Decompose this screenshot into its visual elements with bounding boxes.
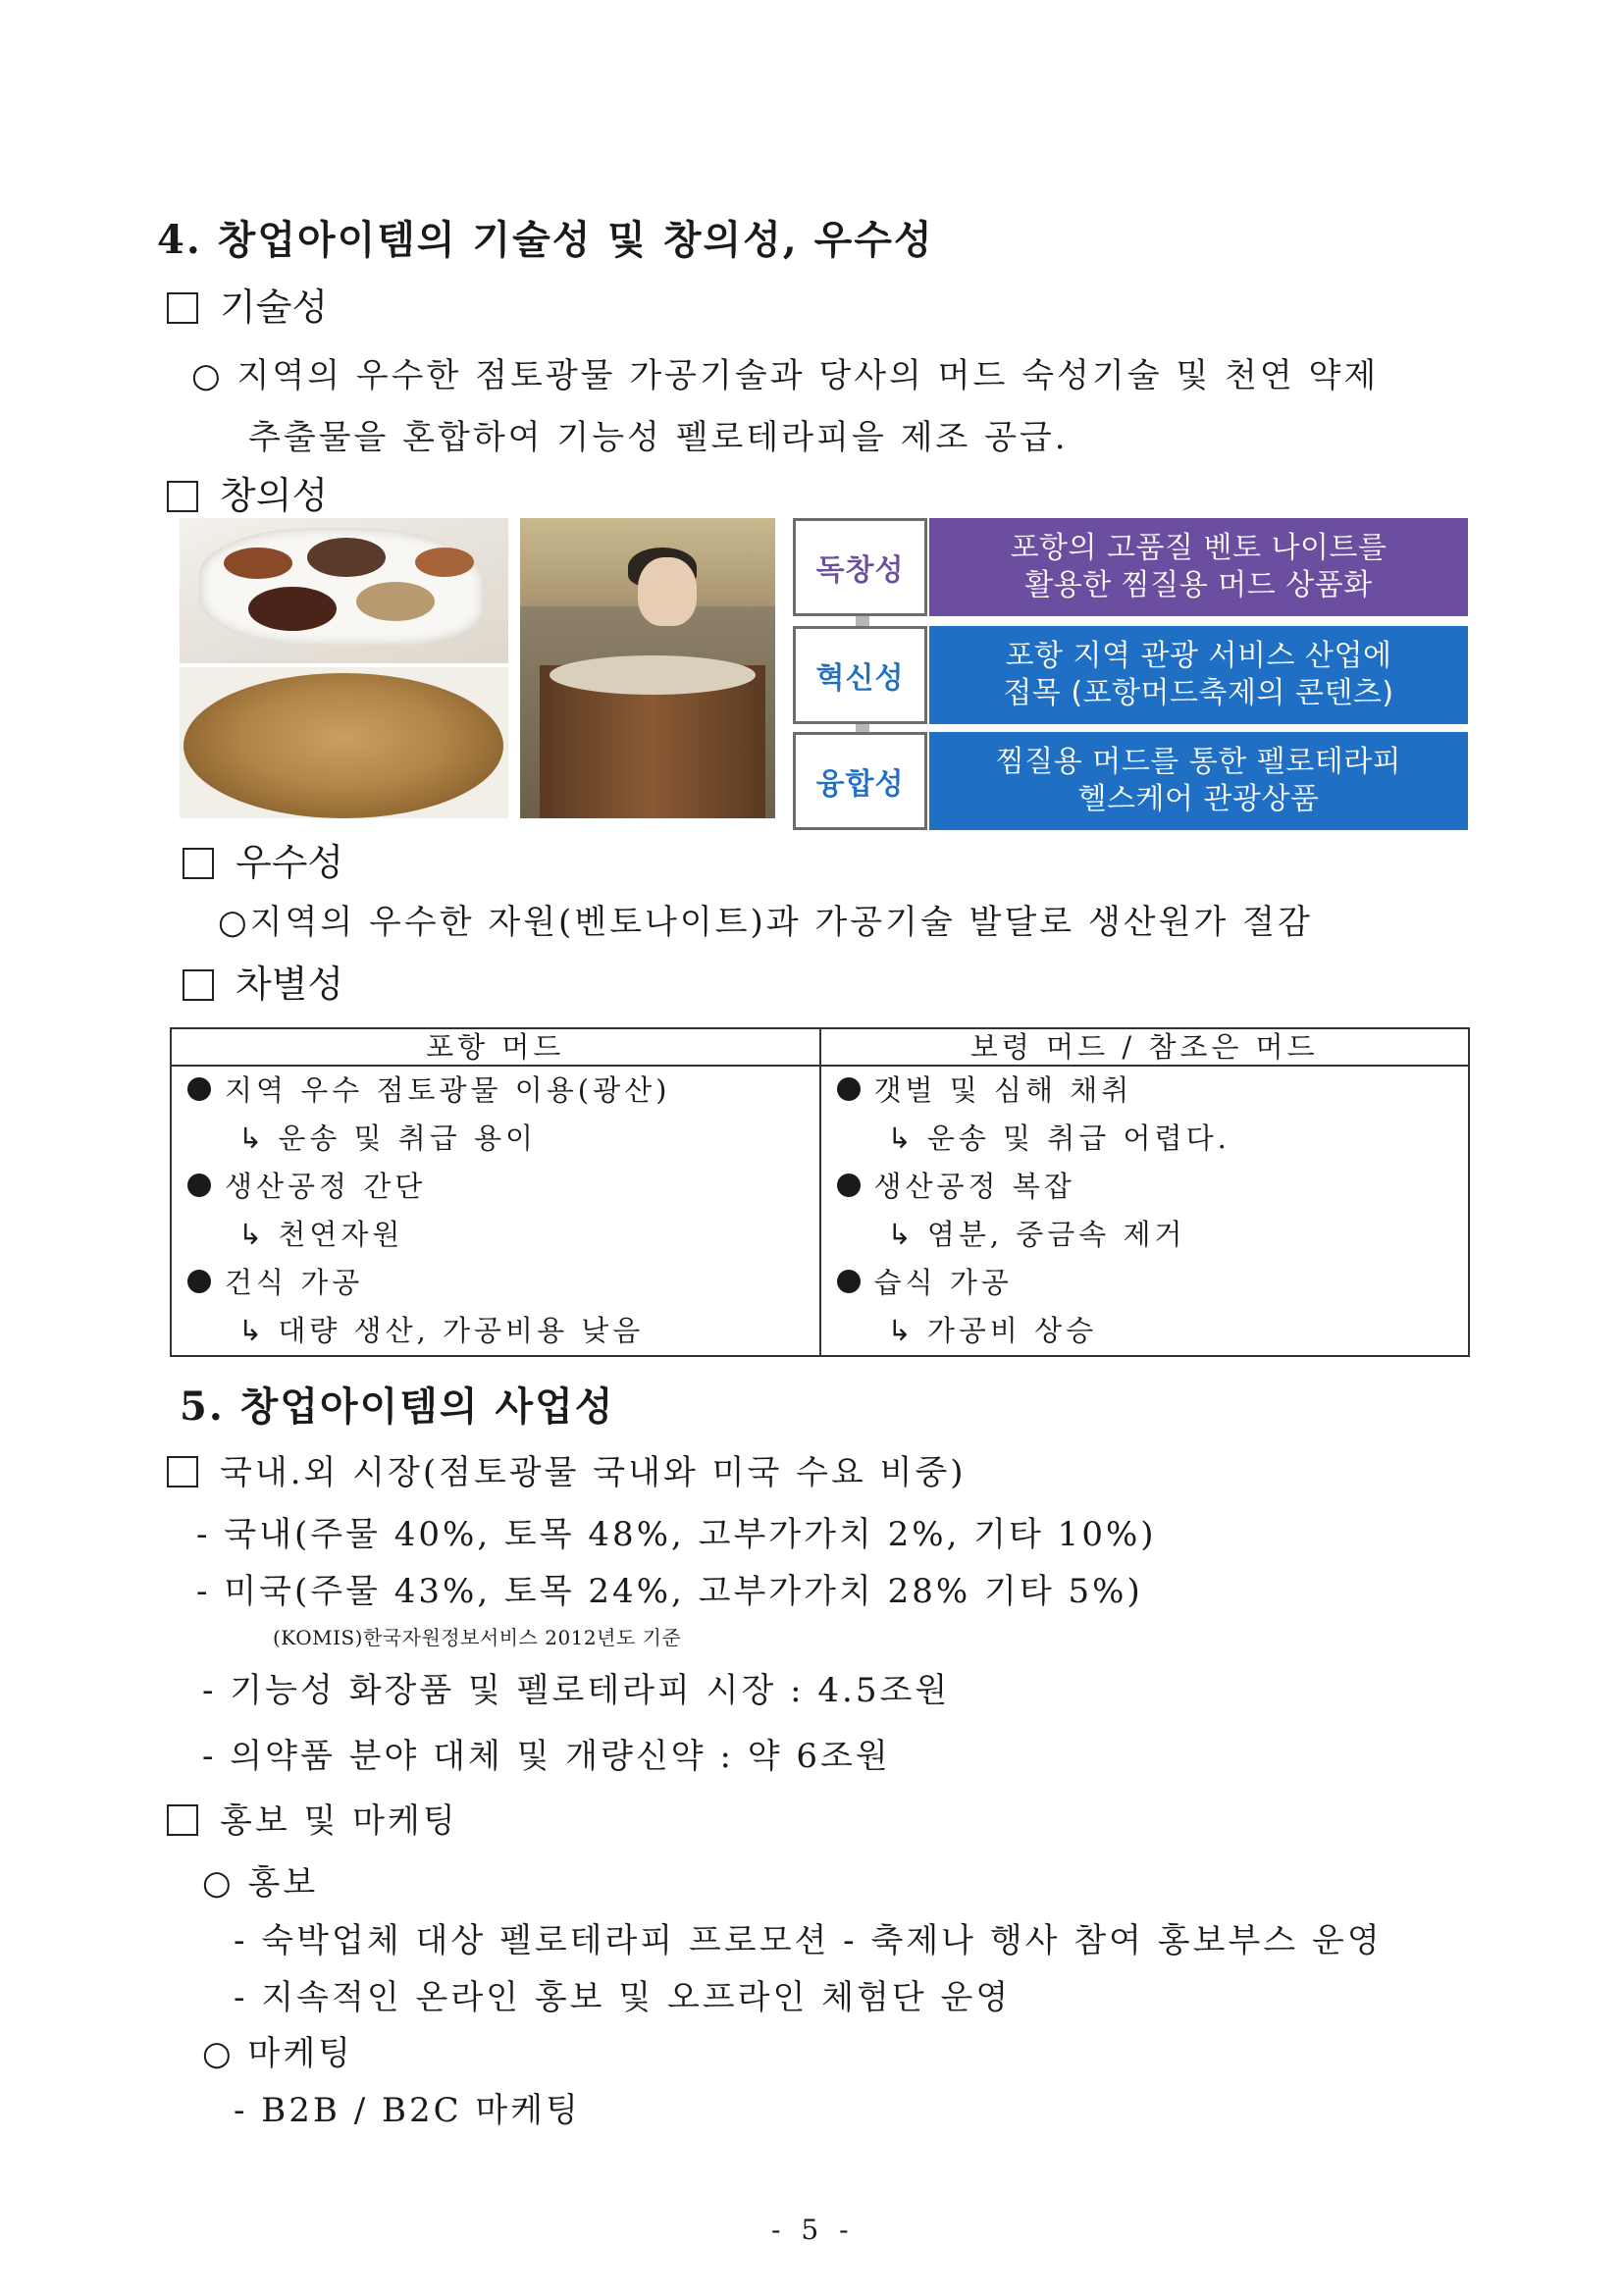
market-title: 국내.외 시장(점토광물 국내와 미국 수요 비중) bbox=[220, 1453, 967, 1492]
tech-line-2: 추출물을 혼합하여 기능성 펠로테라피을 제조 공급. bbox=[248, 418, 1069, 457]
table-header-boryeong: 보령 머드 / 참조은 머드 bbox=[820, 1028, 1470, 1066]
bullet-icon bbox=[187, 1077, 211, 1101]
differentiation-subheading bbox=[183, 954, 343, 1008]
checkbox-icon bbox=[183, 969, 214, 1001]
diagram-text: 포항 지역 관광 서비스 산업에 접목 (포항머드축제의 콘텐츠) bbox=[929, 626, 1468, 724]
diagram-row-originality bbox=[793, 518, 1468, 616]
list-item: 건식 가공 bbox=[172, 1259, 819, 1307]
excellence-subheading bbox=[183, 832, 343, 886]
diagram-label: 융합성 bbox=[793, 732, 927, 830]
tech-title: 기술성 bbox=[220, 286, 329, 329]
section4-heading: 4. 창업아이템의 기술성 및 창의성, 우수성 bbox=[157, 217, 934, 263]
checkbox-icon bbox=[167, 292, 198, 324]
promo-head: ○ 홍보 bbox=[202, 1863, 319, 1903]
list-subitem: ↳ 운송 및 취급 어렵다. bbox=[887, 1122, 1230, 1155]
promo-line-2: - 지속적인 온라인 홍보 및 오프라인 체험단 운영 bbox=[234, 1978, 1012, 2017]
return-arrow-icon: ↳ bbox=[887, 1218, 916, 1251]
diagram-row-innovation bbox=[793, 626, 1468, 724]
checkbox-icon bbox=[167, 1456, 198, 1487]
return-arrow-icon: ↳ bbox=[238, 1122, 267, 1155]
market-domestic: - 국내(주물 40%, 토목 48%, 고부가가치 2%, 기타 10%) bbox=[196, 1515, 1157, 1554]
bullet-icon bbox=[837, 1174, 861, 1197]
market-subheading bbox=[167, 1445, 967, 1493]
list-item: 지역 우수 점토광물 이용(광산) bbox=[172, 1067, 819, 1115]
excellence-title: 우수성 bbox=[236, 841, 344, 884]
creativity-title: 창의성 bbox=[220, 474, 329, 517]
page-number: - 5 - bbox=[771, 2214, 855, 2246]
list-subitem: ↳ 천연자원 bbox=[238, 1218, 404, 1251]
diagram-row-convergence bbox=[793, 732, 1468, 830]
diagram-label: 독창성 bbox=[793, 518, 927, 616]
list-item: 갯벌 및 심해 채취 bbox=[821, 1067, 1469, 1115]
return-arrow-icon: ↳ bbox=[238, 1218, 267, 1251]
list-subitem: ↳ 가공비 상승 bbox=[887, 1314, 1098, 1347]
bullet-icon bbox=[837, 1077, 861, 1101]
tech-subheading bbox=[167, 277, 328, 331]
table-cell-boryeong bbox=[820, 1066, 1470, 1356]
list-item: 습식 가공 bbox=[821, 1259, 1469, 1307]
checkbox-icon bbox=[167, 1804, 198, 1836]
list-item: 생산공정 간단 bbox=[172, 1163, 819, 1211]
mud-bowl-image bbox=[180, 667, 508, 818]
return-arrow-icon: ↳ bbox=[887, 1314, 916, 1347]
list-item: 생산공정 복잡 bbox=[821, 1163, 1469, 1211]
diagram-text: 찜질용 머드를 통한 펠로테라피 헬스케어 관광상품 bbox=[929, 732, 1468, 830]
table-header-pohang: 포항 머드 bbox=[171, 1028, 820, 1066]
mud-bath-image bbox=[520, 518, 775, 818]
marketing-line: - B2B / B2C 마케팅 bbox=[234, 2091, 581, 2130]
return-arrow-icon: ↳ bbox=[238, 1314, 267, 1347]
diagram-label: 혁신성 bbox=[793, 626, 927, 724]
bullet-icon bbox=[187, 1270, 211, 1293]
marketing-head: ○ 마케팅 bbox=[202, 2034, 354, 2073]
herbal-ingredients-image bbox=[180, 518, 508, 663]
list-subitem: ↳ 운송 및 취급 용이 bbox=[238, 1122, 538, 1155]
comparison-table bbox=[170, 1027, 1470, 1357]
diagram-text: 포항의 고품질 벤토 나이트를 활용한 찜질용 머드 상품화 bbox=[929, 518, 1468, 616]
return-arrow-icon: ↳ bbox=[887, 1122, 916, 1155]
differentiation-title: 차별성 bbox=[236, 963, 344, 1006]
creativity-subheading bbox=[167, 465, 328, 519]
excellence-line: ○지역의 우수한 자원(벤토나이트)과 가공기술 발달로 생산원가 절감 bbox=[218, 903, 1313, 942]
checkbox-icon bbox=[183, 848, 214, 879]
table-cell-pohang bbox=[171, 1066, 820, 1356]
tech-line-1: ○ 지역의 우수한 점토광물 가공기술과 당사의 머드 숙성기술 및 천연 약제 bbox=[191, 356, 1380, 395]
bullet-icon bbox=[837, 1270, 861, 1293]
list-subitem: ↳ 염분, 중금속 제거 bbox=[887, 1218, 1186, 1251]
market-us: - 미국(주물 43%, 토목 24%, 고부가가치 28% 기타 5%) bbox=[196, 1572, 1143, 1611]
promo-line-1: - 숙박업체 대상 펠로테라피 프로모션 - 축제나 행사 참여 홍보부스 운영 bbox=[234, 1921, 1383, 1960]
checkbox-icon bbox=[167, 481, 198, 512]
market-source: (KOMIS)한국자원정보서비스 2012년도 기준 bbox=[273, 1626, 682, 1649]
list-subitem: ↳ 대량 생산, 가공비용 낮음 bbox=[238, 1314, 645, 1347]
market-cosmetics: - 기능성 화장품 및 펠로테라피 시장 : 4.5조원 bbox=[202, 1671, 951, 1710]
market-pharma: - 의약품 분야 대체 및 개량신약 : 약 6조원 bbox=[202, 1737, 891, 1776]
bullet-icon bbox=[187, 1174, 211, 1197]
promo-title: 홍보 및 마케팅 bbox=[220, 1801, 458, 1841]
promo-subheading bbox=[167, 1794, 458, 1842]
section5-heading: 5. 창업아이템의 사업성 bbox=[180, 1383, 615, 1430]
